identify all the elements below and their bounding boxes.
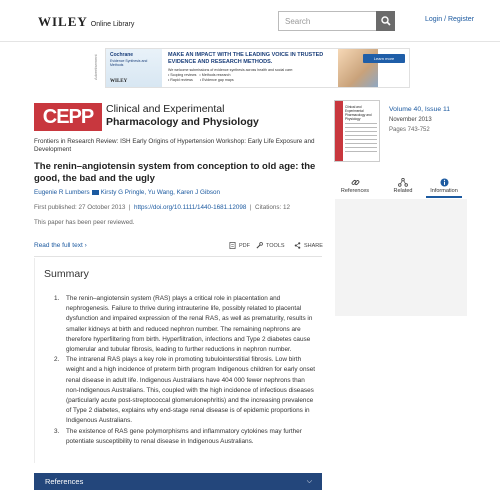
summary-item-text: The existence of RAS gene polymorphisms and inflammatory cytokines may further potentiate susceptibility to renal disease in Indigenous Australians. <box>66 427 302 445</box>
wrench-icon <box>256 242 263 249</box>
link-icon <box>351 178 360 187</box>
mail-icon[interactable] <box>92 190 99 195</box>
tab-related-label: Related <box>393 188 413 194</box>
search-icon <box>381 16 391 26</box>
divider <box>34 256 322 257</box>
journal-name-line1: Clinical and Experimental <box>106 103 225 115</box>
ad-publisher: WILEY <box>110 79 128 84</box>
tools-button[interactable] <box>256 242 285 249</box>
summary-heading: Summary <box>44 268 89 280</box>
tools-label: TOOLS <box>266 242 285 249</box>
share-icon <box>294 242 301 249</box>
journal-name[interactable] <box>106 103 259 129</box>
information-panel <box>335 199 467 316</box>
ad-item: Rapid reviews <box>170 78 193 82</box>
references-accordion[interactable] <box>34 473 322 490</box>
logo-wordmark: WILEY <box>38 14 88 29</box>
summary-item-text: The intrarenal RAS plays a key role in promoting tubulointerstitial fibrosis. Low birth weight and a high incidence of preterm birth program Indigenous children for early onset renal disease in adult life. Indigenous Australians have 404 000 fewer nephrons than non-Indigenous Australians. This, coupled with the high incidence of infectious diseases (particularly acute post-streptococcal glomerulonephritis) and the increasing prevalence of Type 2 diabetes, explains why end-stage renal disease is of epidemic proportions in Indigenous Australians. <box>66 356 316 425</box>
pdf-icon <box>229 242 236 249</box>
issue-date: November 2013 <box>389 117 432 123</box>
doi-link[interactable]: https://doi.org/10.1111/1440-1681.12098 <box>134 204 247 211</box>
tab-references-label: References <box>340 188 370 194</box>
search-button[interactable] <box>376 11 395 31</box>
ad-item: Scoping reviews <box>170 73 197 77</box>
journal-logo[interactable]: CEPP <box>34 103 102 131</box>
issue-cover[interactable] <box>334 100 380 162</box>
info-icon <box>440 178 449 187</box>
summary-item-text: The renin–angiotensin system (RAS) plays a critical role in placentation and nephrogenesis. Failure to thrive during intrauterine life, possibly related to placental dysfunction and impaired expression of the renal RAS, as well as prematurity, results in smaller kidneys at birth and reduced nephron number. The remaining nephrons are therefore hyperfiltering from birth. Hyperfiltration, infections and Type 2 diabetes cause glomerular and tubular fibrosis, leading to further reductions in nephron number. <box>66 295 313 354</box>
cover-title: Clinical and Experimental Pharmacology and Physiology <box>345 105 372 121</box>
share-button[interactable] <box>294 242 323 249</box>
issue-pages: Pages 743-752 <box>389 127 430 133</box>
read-full-text-label: Read the full text <box>34 242 83 249</box>
wiley-logo[interactable] <box>38 14 134 30</box>
issue-volume-link[interactable]: Volume 40, Issue 11 <box>389 106 451 113</box>
ad-org-sub: Evidence Synthesis and Methods <box>110 59 148 67</box>
citations-count[interactable]: Citations: 12 <box>255 204 291 211</box>
read-full-text-link[interactable] <box>34 242 87 249</box>
ad-item: Evidence gap maps <box>202 78 234 82</box>
cover-text-lines <box>345 123 377 155</box>
journal-name-line2: Pharmacology and Physiology <box>106 116 259 128</box>
article-meta: First published: 27 October 2013 | https://doi.org/10.1111/1440-1681.12098 | Citations: 12 <box>34 204 291 211</box>
search-input[interactable]: Search <box>278 11 395 31</box>
chevron-right-icon: › <box>84 242 87 249</box>
ad-brand-panel <box>106 49 162 88</box>
chevron-down-icon: ⌵ <box>306 478 312 485</box>
pdf-button[interactable] <box>229 242 250 249</box>
summary-item: 2. The intrarenal RAS plays a key role in promoting tubulointerstitial fibrosis. Low birth weight and a high incidence of preterm birth program Indigenous children for early onset renal disease in adult life. Indigenous Australians have 404 000 fewer nephrons than non-Indigenous Australians. This, coupled with the high incidence of infectious diseases (particularly acute post-streptococcal glomerulonephritis) and the increasing prevalence of Type 2 diabetes, explains why end-stage renal disease is of epidemic proportions in Indigenous Australians. <box>54 356 316 425</box>
ad-label: Advertisement <box>93 54 98 80</box>
ad-org: Cochrane <box>110 52 134 58</box>
logo-subtitle: Online Library <box>90 21 135 28</box>
ad-list: • Scoping reviews • Methods research • Rapid reviews • Evidence gap maps <box>168 73 234 82</box>
site-header <box>0 0 500 42</box>
login-register-link[interactable]: Login / Register <box>425 16 475 23</box>
references-label: References <box>45 477 84 486</box>
summary-item: 3. The existence of RAS gene polymorphisms and inflammatory cytokines may further potentiate susceptibility to renal disease in Indigenous Australians. <box>54 427 302 445</box>
ad-learn-more-button[interactable]: Learn more <box>363 54 405 63</box>
article-section: Frontiers in Research Review: ISH Early Origins of Hypertension Workshop: Early Life Exposure and Development <box>34 138 315 153</box>
pdf-label: PDF <box>239 242 250 249</box>
summary-item: 1. The renin–angiotensin system (RAS) plays a critical role in placentation and nephrogenesis. Failure to thrive during intrauterine life, possibly related to placental dysfunction and impaired expression of the renal RAS, as well as prematurity, results in smaller kidneys at birth and reduced nephron number. The remaining nephrons are therefore hyperfiltering from birth. Hyperfiltration, infections and Type 2 diabetes cause glomerular and tubular fibrosis, leading to further reductions in nephron number. <box>54 295 313 354</box>
peer-review-note: This paper has been peer reviewed. <box>34 219 135 226</box>
ad-headline: MAKE AN IMPACT WITH THE LEADING VOICE IN TRUSTED EVIDENCE AND RESEARCH METHODS. <box>168 52 324 65</box>
author-links-rest[interactable]: Kirsty G Pringle, Yu Wang, Karen J Gibson <box>100 189 221 196</box>
ad-item: Methods research <box>201 73 231 77</box>
cover-band <box>335 101 343 162</box>
ad-subline: We welcome submissions of evidence synthesis across health and social care: <box>168 68 294 72</box>
tab-references[interactable] <box>330 178 380 194</box>
first-published: First published: 27 October 2013 <box>34 204 126 211</box>
active-tab-indicator <box>426 196 462 198</box>
tab-information-label: Information <box>430 188 458 194</box>
author-link[interactable]: Eugenie R Lumbers <box>34 189 90 196</box>
article-title: The renin–angiotensin system from conception to old age: the good, the bad and the ugly <box>34 161 316 184</box>
author-list <box>34 189 220 196</box>
network-icon <box>398 178 408 187</box>
share-label: SHARE <box>304 242 323 249</box>
summary-list <box>54 294 318 447</box>
ad-banner[interactable] <box>105 48 410 88</box>
tab-information[interactable] <box>419 178 469 194</box>
